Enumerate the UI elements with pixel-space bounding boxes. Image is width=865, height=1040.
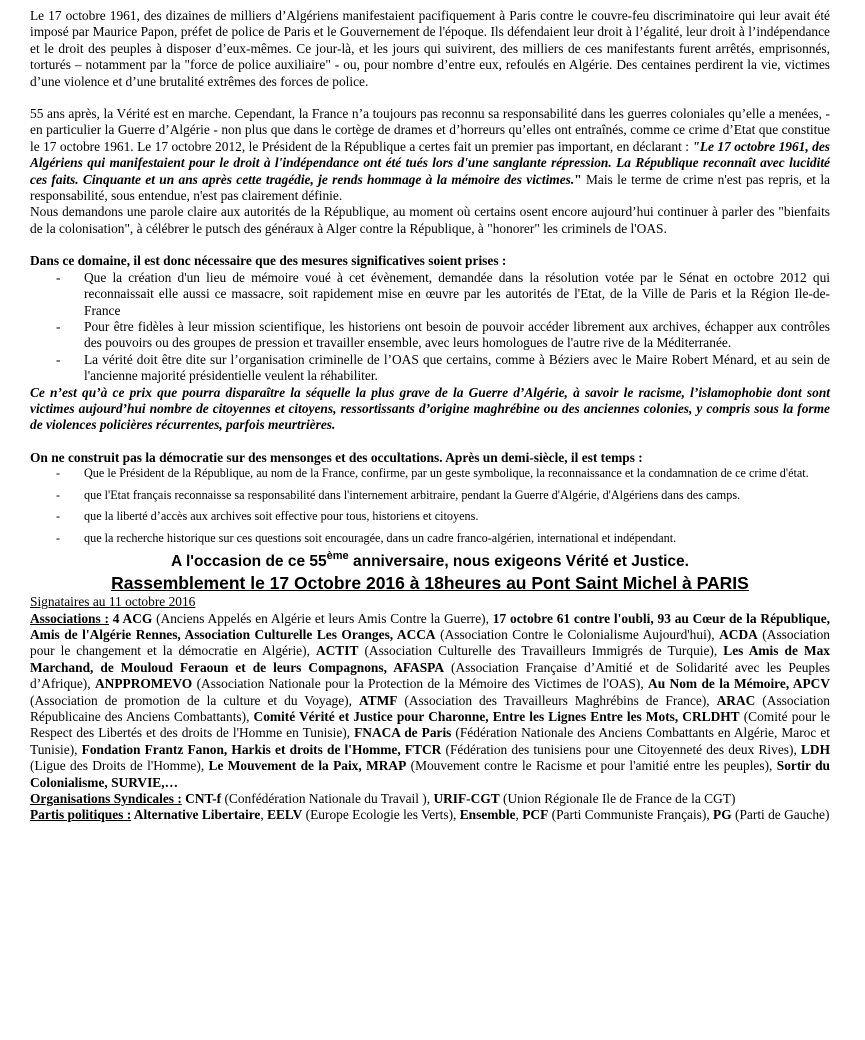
association-description: (Association Républicaine des Anciens Combattants), xyxy=(30,692,830,724)
demands-list xyxy=(30,466,830,546)
association-name: ANPPROMEVO xyxy=(95,676,193,692)
unions-list xyxy=(182,791,736,806)
democracy-heading xyxy=(30,450,830,466)
association-name: Au Nom de la Mémoire, APCV xyxy=(648,676,830,692)
party-description: (Parti de Gauche) xyxy=(731,807,830,823)
association-name: ACDA xyxy=(719,626,758,642)
measures-list xyxy=(30,270,830,385)
list-item: - que la liberté d’accès aux archives soit effective pour tous, historiens et citoyens. xyxy=(84,509,830,525)
association-description: (Association des Travailleurs Maghrébins de France), xyxy=(397,692,717,708)
party-description: , xyxy=(515,807,523,823)
union-description: (Confédération Nationale du Travail ), xyxy=(221,791,434,807)
associations-paragraph xyxy=(30,611,830,791)
union-name: CNT-f xyxy=(181,791,222,807)
signatories-date: Signataires au 11 octobre 2016 xyxy=(30,594,196,610)
truth-tail: Mais le terme de crime n'est pas repris, et la responsabilité, sous entendue, n'est pas clairement définie. xyxy=(30,171,830,204)
party-description: , xyxy=(260,807,268,823)
association-name: ACTIT xyxy=(315,643,359,659)
rally-heading: Rassemblement le 17 Octobre 2016 à 18heures au Pont Saint Michel à PARIS xyxy=(111,573,749,594)
occasion-sup: ème xyxy=(326,550,349,562)
party-name: EELV xyxy=(267,807,303,823)
quote-close: " xyxy=(574,171,582,187)
association-name: LDH xyxy=(800,741,830,757)
association-name: ARAC xyxy=(716,692,756,708)
association-description: (Mouvement contre le Racisme et pour l'amitié entre les peuples), xyxy=(406,758,777,774)
truth-lead: 55 ans après, la Vérité est en marche. Cependant, la France n’a toujours pas reconnu sa responsabilité dans les guerres coloniales qu’elle a menées, - en particulier la Guerre d’Algérie - non plus que dans le cortège de drames et d’horreurs qu’elles ont entraînés, comme ce crime d’Etat que constitue le 17 octobre 1961. Le 17 octobre 2012, le Président de la République a certes fait un premier pas important, en déclarant : xyxy=(30,106,830,154)
occasion-before: A l'occasion de ce 55 xyxy=(171,553,327,571)
demand-paragraph: Nous demandons une parole claire aux autorités de la République, au moment où certains osent encore aujourd’hui continuer à parler des "bienfaits de la colonisation", à célébrer le putsch des généraux à Alger contre la République, à "honorer" les criminels de l'OAS. xyxy=(30,204,830,236)
association-name: ATMF xyxy=(358,692,398,708)
tract-document xyxy=(30,8,830,824)
list-item: - Pour être fidèles à leur mission scientifique, les historiens ont besoin de pouvoir accéder librement aux archives, échapper aux contrôles des pouvoirs ou des groupes de pression et travailler ensemble, avec leurs homologues de l'autre rive de la Méditerranée. xyxy=(84,319,830,352)
measures-heading xyxy=(30,253,830,269)
list-item: - Que le Président de la République, au nom de la France, confirme, par un geste symbolique, la reconnaissance et la condamnation de ce crime d'état. xyxy=(84,466,830,482)
party-name: Alternative Libertaire xyxy=(131,807,261,823)
association-name: Sortir du Colonialisme, SURVIE,… xyxy=(30,758,830,790)
list-item: - La vérité doit être dite sur l’organisation criminelle de l’OAS que certains, comme à Béziers avec le Maire Robert Ménard, et au sein de l'ancienne majorité présidentielle veulent la réhabiliter. xyxy=(84,352,830,385)
democracy-heading-text: On ne construit pas la démocratie sur des mensonges et des occultations. Après un demi-siècle, il est temps : xyxy=(30,449,643,465)
association-name: FNACA de Paris xyxy=(354,725,452,741)
party-name: PG xyxy=(713,807,732,823)
association-name: Le Mouvement de la Paix, MRAP xyxy=(208,758,407,774)
association-name: 4 ACG xyxy=(108,610,157,626)
association-description: (Association Contre le Colonialisme Aujourd'hui), xyxy=(435,626,720,642)
associations-label: Associations : xyxy=(30,610,109,626)
parties-paragraph xyxy=(30,807,830,823)
association-description: (Association Française d’Amitié et de Solidarité avec les Peuples d’Afrique), xyxy=(30,659,830,692)
association-description: (Anciens Appelés en Algérie et leurs Amis Contre la Guerre), xyxy=(156,610,493,626)
parties-list xyxy=(131,807,829,822)
occasion-heading xyxy=(30,552,830,572)
associations-list xyxy=(30,611,830,790)
list-item: - Que la création d'un lieu de mémoire voué à cet évènement, demandée dans la résolution votée par le Sénat en octobre 2012 qui reconnaissait elle aussi ce massacre, soit rapidement mise en œuvre par les autorités de l'Etat, de la Ville de Paris et la Région Ile-de-France xyxy=(84,270,830,319)
truth-paragraph xyxy=(30,106,830,204)
association-description: (Comité pour le Respect des Libertés et des droits de l'Homme en Tunisie), xyxy=(30,709,830,741)
list-item: - que la recherche historique sur ces questions soit encouragée, dans un cadre franco-algérien, international et indépendant. xyxy=(84,531,830,547)
union-name: URIF-CGT xyxy=(433,791,500,807)
intro-paragraph: Le 17 octobre 1961, des dizaines de milliers d’Algériens manifestaient pacifiquement à Paris contre le couvre-feu discriminatoire qui leur avait été imposé par Maurice Papon, préfet de police de Paris et le Gouvernement de l'époque. Ils défendaient leur droit à l’égalité, leur droit à l’indépendance et le droit des peuples à disposer d’eux-mêmes. Ce jour-là, et les jours qui suivirent, des milliers de ces manifestants furent arrêtés, emprisonnés, torturés – notamment par la "force de police auxiliaire" - ou, pour nombre d’entre eux, refoulés en Algérie. Des centaines perdirent la vie, victimes d’une violence et d’une brutalité extrêmes des forces de police. xyxy=(30,8,830,89)
association-description: (Association Nationale pour la Protection de la Mémoire des Victimes de l'OAS), xyxy=(192,676,649,692)
occasion-after: anniversaire, nous exigeons Vérité et Justice. xyxy=(348,553,689,571)
party-description: (Europe Ecologie les Verts), xyxy=(302,807,460,823)
unions-label: Organisations Syndicales : xyxy=(30,791,182,807)
association-name: Comité Vérité et Justice pour Charonne, Entre les Lignes Entre les Mots, CRLDHT xyxy=(253,709,740,724)
association-name: 17 octobre 61 contre l'oubli, 93 au Cœur de la République, Amis de l'Algérie Rennes, Association Culturelle Les Oranges, ACCA xyxy=(30,610,830,642)
president-quote: "Le 17 octobre 1961, des Algériens qui manifestaient pour le droit à l'indépendance ont été tués lors d'une sanglante répression. La République reconnaît avec lucidité ces faits. Cinquante et un ans après cette tragédie, je rends hommage à la mémoire des victimes. xyxy=(30,138,830,187)
price-statement: Ce n’est qu’à ce prix que pourra disparaître la séquelle la plus grave de la Guerre d’Algérie, à savoir le racisme, l’islamophobie dont sont victimes aujourd’hui nombre de citoyennes et citoyens, ressortissants d’origine maghrébine ou des anciennes colonies, y compris sous la forme de violences policières récurrentes, parfois meurtrières. xyxy=(30,384,830,433)
association-description: (Fédération Nationale des Anciens Combattants en Algérie, Maroc et Tunisie), xyxy=(30,725,830,757)
association-description: (Fédération des tunisiens pour une Citoyenneté des deux Rives), xyxy=(441,741,801,757)
list-item: - que l'Etat français reconnaisse sa responsabilité dans l'internement arbitraire, pendant la Guerre d'Algérie, d'Algériens dans des camps. xyxy=(84,488,830,504)
unions-paragraph xyxy=(30,791,830,807)
party-name: Ensemble xyxy=(459,807,516,823)
party-name: PCF xyxy=(522,807,549,823)
association-description: (Association pour le changement et la démocratie en Algérie), xyxy=(30,626,830,659)
association-name: Fondation Frantz Fanon, Harkis et droits de l'Homme, FTCR xyxy=(81,741,442,757)
parties-label: Partis politiques : xyxy=(30,807,132,823)
association-name: Les Amis de Max Marchand, de Mouloud Feraoun et de leurs Compagnons, AFASPA xyxy=(30,643,830,675)
association-description: (Ligue des Droits de l'Homme), xyxy=(30,758,209,774)
party-description: (Parti Communiste Français), xyxy=(548,807,714,823)
association-description: (Association Culturelle des Travailleurs Immigrés de Turquie), xyxy=(358,643,724,659)
measures-heading-text: Dans ce domaine, il est donc nécessaire que des mesures significatives soient prises : xyxy=(30,253,507,269)
union-description: (Union Régionale Ile de France de la CGT) xyxy=(499,791,736,807)
association-description: (Association de promotion de la culture et du Voyage), xyxy=(30,692,359,708)
